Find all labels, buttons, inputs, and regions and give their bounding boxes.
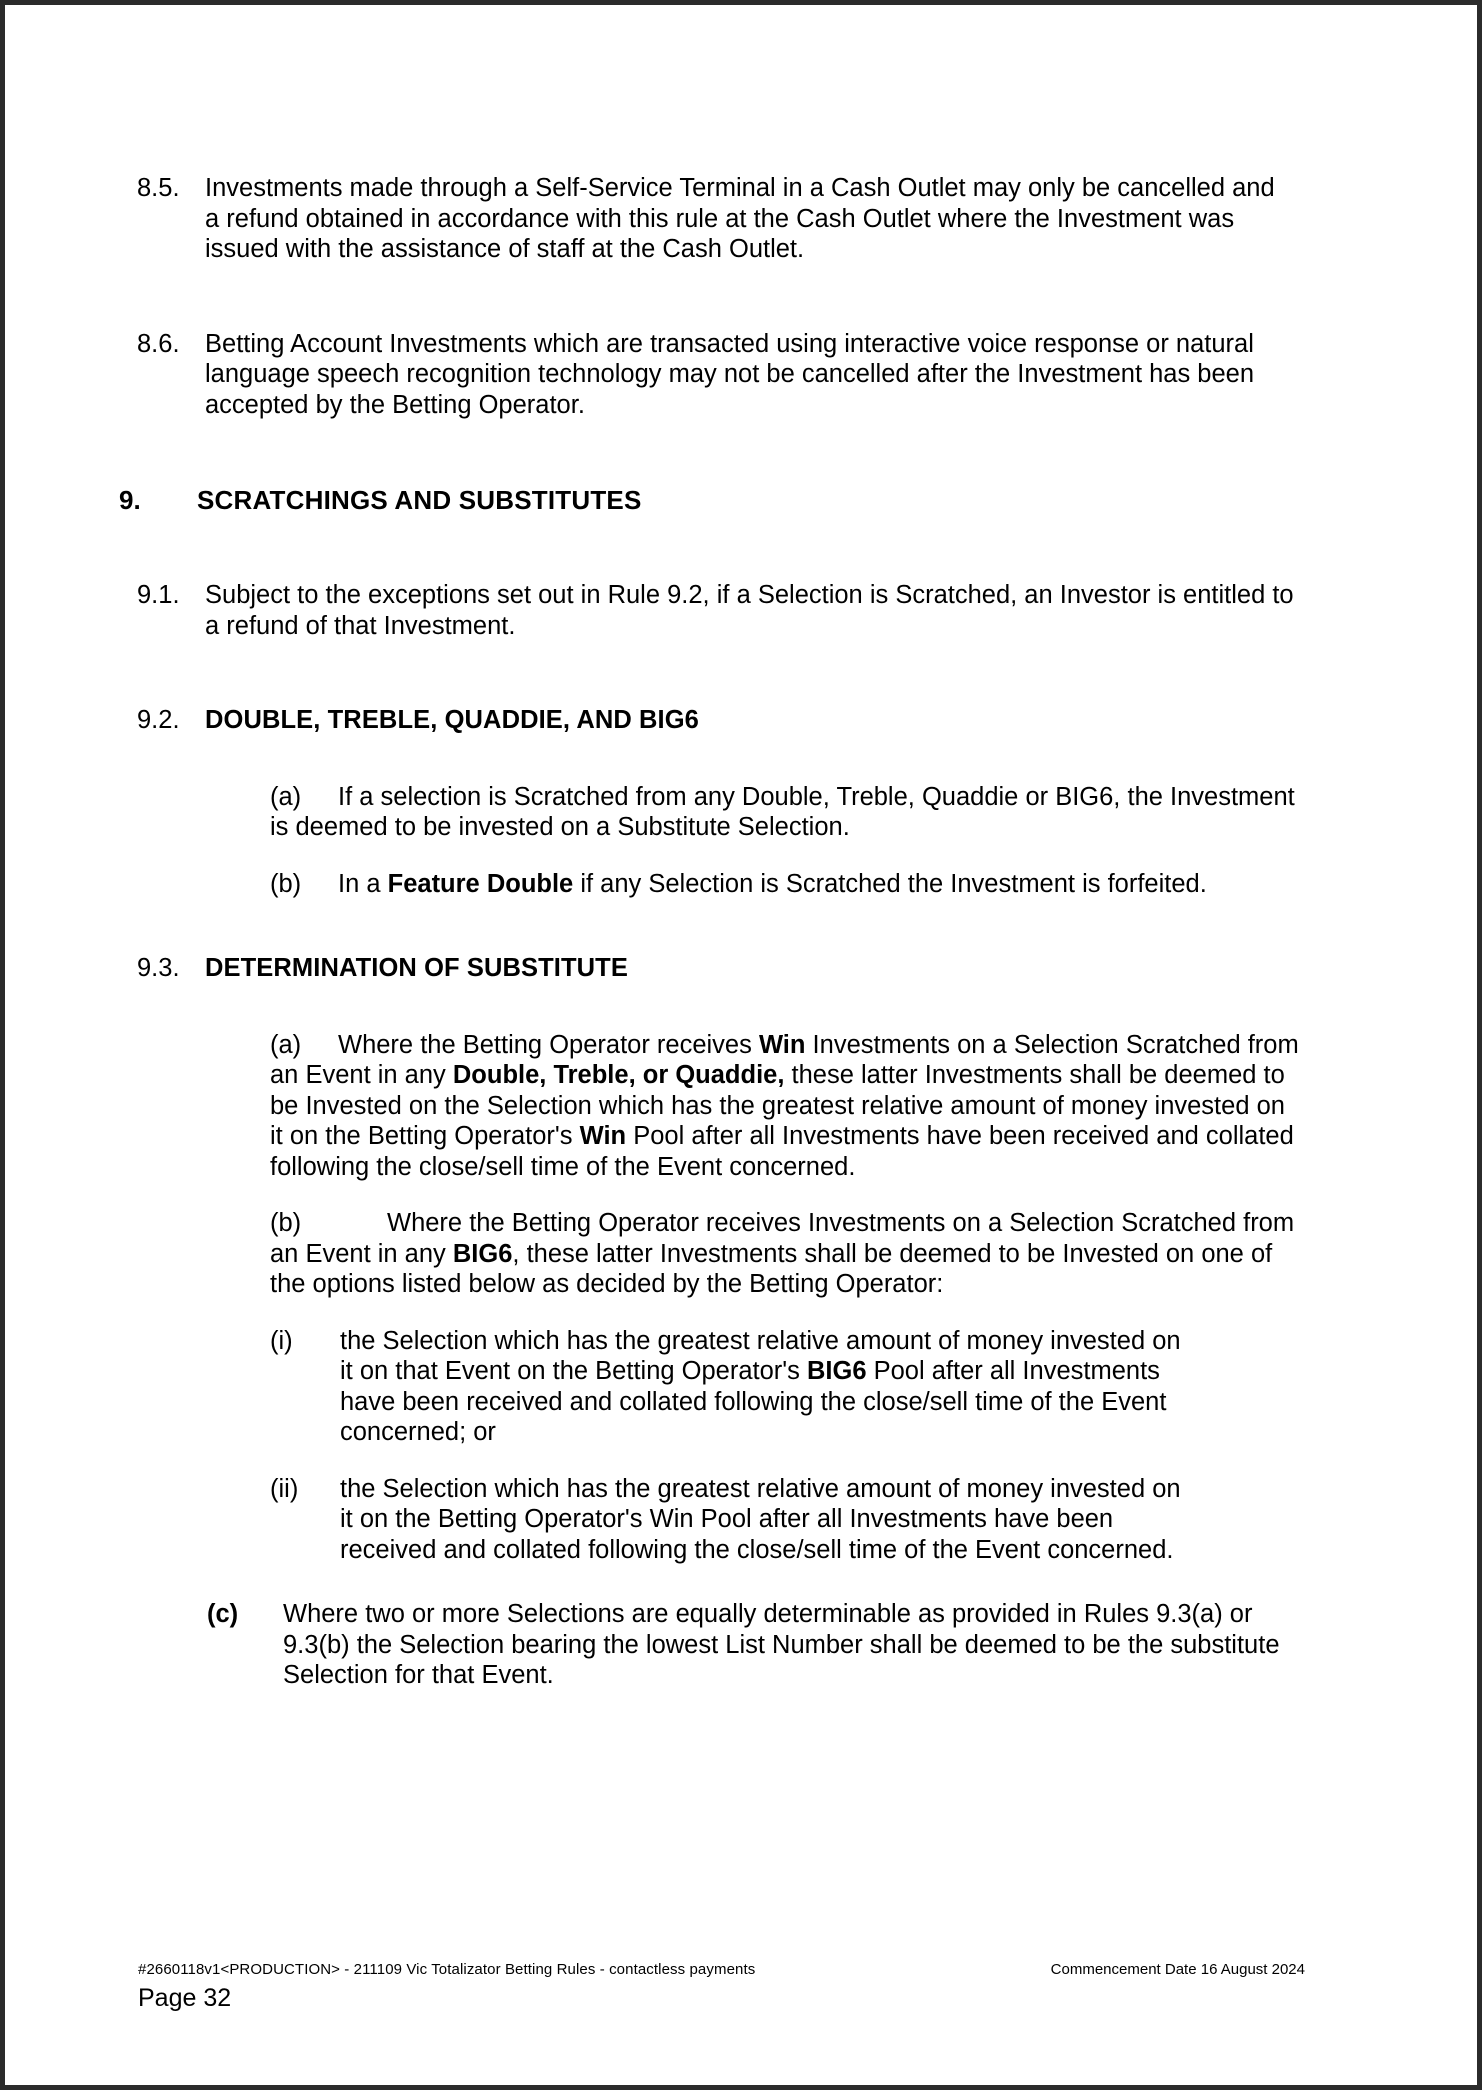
clause-9-3-item-a-text-3: these latter Investments shall be deemed to be Invested on the Selection which has the greatest relative amount of money invested on it on the Betting Operator's: [270, 1061, 1285, 1150]
clause-9-2-heading: DOUBLE, TREBLE, QUADDIE, AND BIG6: [205, 706, 699, 734]
footer-page-number: Page 32: [138, 1984, 232, 2012]
clause-8-5-text: Investments made through a Self-Service Terminal in a Cash Outlet may only be cancelled and a refund obtained in accordance with this rule at the Cash Outlet where the Investment was issued with the assistance of staff at the Cash Outlet.: [205, 174, 1275, 263]
clause-9-2-item-b-bold-1: Feature Double: [387, 869, 574, 898]
clause-9-2-item-a-text: If a selection is Scratched from any Double, Treble, Quaddie or BIG6, the Investment is deemed to be invested on a Substitute Selection.: [270, 782, 1295, 841]
clause-9-3-item-b-bold-1: BIG6: [452, 1239, 513, 1268]
clause-9-2-item-a: [5, 782, 1320, 843]
clause-9-2-item-b: [5, 869, 1320, 900]
clause-9-3-item-a-bold-2: Double, Treble, or Quaddie,: [452, 1061, 785, 1089]
clause-9-3-item-b-i-text-1: the Selection which has the greatest relative amount of money invested on it on that Event on the Betting Operator's: [340, 1326, 1181, 1385]
clause-9-3-item-c: [5, 1599, 1482, 1691]
clause-9-3-item-b-text-2: , these latter Investments shall be deemed to be Invested on one of the options listed below as decided by the Betting Operator:: [270, 1239, 1273, 1298]
clause-9-3-item-b-i: [5, 1326, 1482, 1448]
clause-9-1-text: Subject to the exceptions set out in Rule 9.2, if a Selection is Scratched, an Investor is entitled to a refund of that Investment.: [205, 581, 1294, 640]
clause-9-3-item-a-bold-1: Win: [758, 1030, 806, 1059]
clause-9-3-item-a: [5, 1030, 1320, 1183]
clause-9-3-item-b-i-text-2: Pool after all Investments have been received and collated following the close/sell time of the Event concerned; or: [340, 1357, 1167, 1446]
clause-9-3-item-b-i-bold-1: BIG6: [806, 1357, 867, 1385]
clause-8-6-text: Betting Account Investments which are transacted using interactive voice response or natural language speech recognition technology may not be cancelled after the Investment has been accepted by the Betting Operator.: [205, 329, 1255, 419]
clause-9-3-item-b-ii: [5, 1474, 1482, 1566]
clause-9-3-item-c-label: (c): [207, 1600, 239, 1628]
clause-9-3-item-b-ii-text: the Selection which has the greatest relative amount of money invested on it on the Betting Operator's Win Pool after all Investments have been received and collated following the close/sell time of the Event concerned.: [340, 1474, 1181, 1564]
clause-9-3-item-c-text: Where two or more Selections are equally determinable as provided in Rules 9.3(a) or 9.3(b) the Selection bearing the lowest List Number shall be deemed to be the substitute Selection for that Event.: [283, 1600, 1280, 1689]
clause-9-2-item-b-text-1: In a: [338, 869, 388, 898]
footer-document-reference: #2660118v1<PRODUCTION> - 211109 Vic Totalizator Betting Rules - contactless payments: [138, 1961, 756, 1978]
clause-9-3-item-a-text-4: Pool after all Investments have been received and collated following the close/sell time of the Event concerned.: [270, 1122, 1294, 1181]
clause-9-1: [5, 580, 1482, 641]
clause-9-2-item-b-label: (b): [270, 869, 302, 898]
clause-9-3-item-a-bold-3: Win: [579, 1122, 627, 1150]
clause-9-3-number: 9.3.: [137, 954, 180, 982]
clause-9-3-item-a-label: (a): [270, 1030, 302, 1059]
clause-8-5-number: 8.5.: [137, 174, 180, 202]
clause-9-3-item-a-text-1: Where the Betting Operator receives: [338, 1030, 759, 1059]
footer-top-row: [5, 1960, 1482, 1979]
clause-8-6: [5, 329, 1482, 421]
clause-9-1-number: 9.1.: [137, 581, 180, 609]
section-9-number: 9.: [119, 485, 141, 515]
clause-9-2-item-a-label: (a): [270, 782, 302, 811]
clause-9-3-item-b: [5, 1208, 1320, 1300]
section-9-title: SCRATCHINGS AND SUBSTITUTES: [197, 485, 642, 515]
clause-9-3-item-b-label: (b): [270, 1209, 302, 1237]
clause-8-6-number: 8.6.: [137, 329, 180, 358]
page-content: [5, 5, 1482, 1691]
clause-9-3-item-b-i-text: [340, 1326, 1200, 1448]
clause-9-3-item-b-text-1: Where the Betting Operator receives Investments on a Selection Scratched from an Event in any: [270, 1209, 1295, 1268]
clause-9-2: [5, 705, 1482, 736]
section-heading-9: [5, 484, 1482, 516]
clause-9-3-item-b-ii-label: (ii): [270, 1474, 299, 1503]
page-footer: [5, 1960, 1482, 2013]
clause-8-5: [5, 173, 1482, 265]
clause-9-2-number: 9.2.: [137, 706, 180, 734]
footer-commencement-date: Commencement Date 16 August 2024: [1050, 1961, 1305, 1978]
clause-9-3-item-b-i-label: (i): [270, 1326, 293, 1355]
clause-9-3: [5, 953, 1482, 984]
clause-9-3-item-a-text-2: Investments on a Selection Scratched from an Event in any: [270, 1030, 1299, 1089]
clause-9-3-heading: DETERMINATION OF SUBSTITUTE: [205, 954, 628, 982]
clause-9-2-item-b-text-2: if any Selection is Scratched the Investment is forfeited.: [573, 869, 1207, 898]
